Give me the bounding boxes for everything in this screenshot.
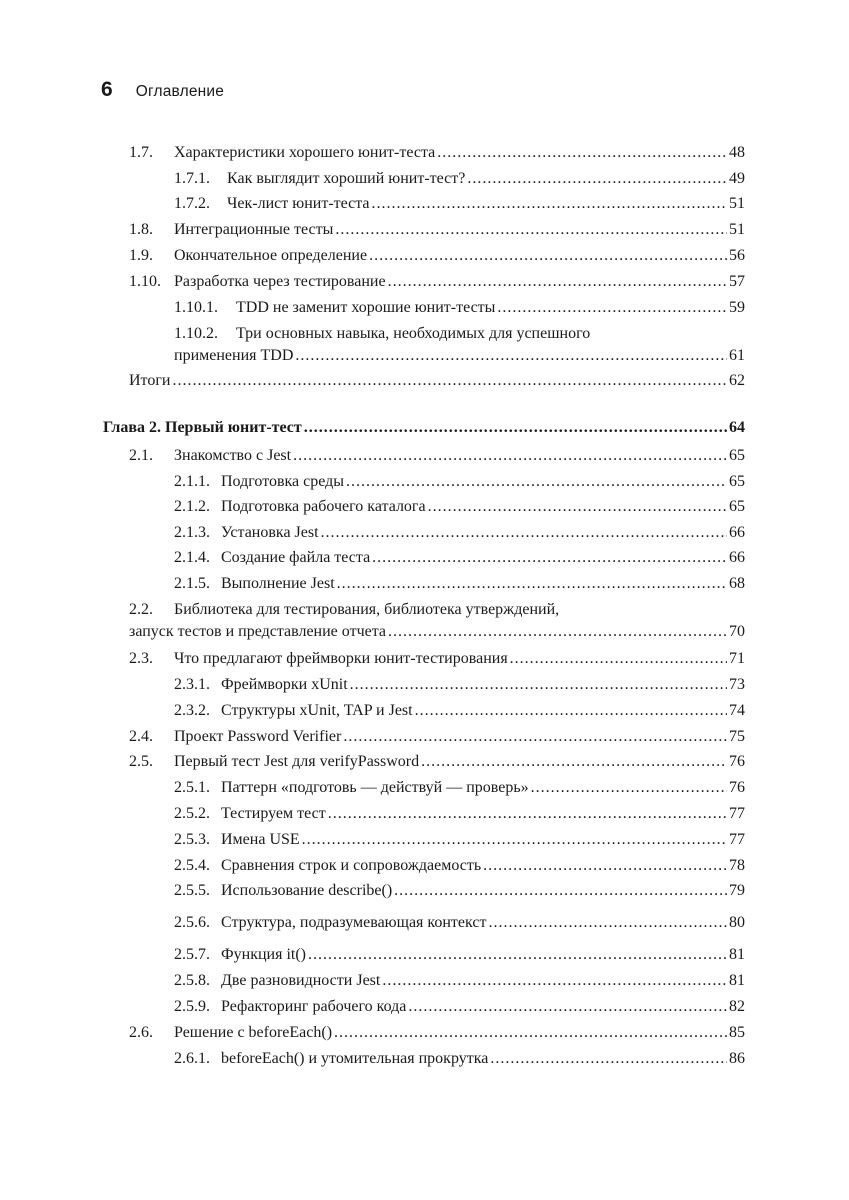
toc-entry-title: Рефакторинг рабочего кода xyxy=(221,998,407,1015)
toc-entry-title: Структуры xUnit, TAP и Jest xyxy=(221,702,413,719)
toc-leader-line xyxy=(174,246,745,266)
toc-entry-number: 1.10.2. xyxy=(174,325,218,342)
toc-entry-number: 2.3.2. xyxy=(174,702,210,719)
toc-leader-line xyxy=(221,548,745,568)
toc-entry-page: 66 xyxy=(729,549,745,566)
toc-entry-title: TDD не заменит хорошие юнит-тесты xyxy=(236,299,496,316)
toc-entry-page: 49 xyxy=(729,170,745,187)
toc-entry-page: 75 xyxy=(729,728,745,745)
toc-entry-page: 56 xyxy=(729,247,745,264)
leader-dots xyxy=(172,371,727,391)
toc-entry-number: 2.5.2. xyxy=(174,805,210,822)
leader-dots xyxy=(489,913,728,933)
leader-dots xyxy=(510,649,727,669)
toc-entry-title-line2: применения TDD xyxy=(174,347,294,364)
toc-entry-page: 79 xyxy=(729,882,745,899)
toc-leader-line xyxy=(174,752,745,772)
toc-entry-title: Характеристики хорошего юнит-теста xyxy=(174,144,436,161)
toc-entry[interactable] xyxy=(0,324,849,368)
leader-dots xyxy=(302,830,727,850)
toc-entry-title: Подготовка среды xyxy=(221,473,345,490)
leader-dots xyxy=(328,804,727,824)
toc-entry-number: 2.5.7. xyxy=(174,946,210,963)
toc-leader-line xyxy=(221,497,745,517)
toc-entry-page: 61 xyxy=(729,347,745,364)
toc-entry-page: 82 xyxy=(729,998,745,1015)
toc-entry-number: 2.5.4. xyxy=(174,857,210,874)
toc-entry-title: Проект Password Verifier xyxy=(174,728,342,745)
toc-leader-line xyxy=(129,622,745,642)
leader-dots xyxy=(428,497,727,517)
toc-leader-line xyxy=(174,1023,745,1043)
toc-entry-page: 73 xyxy=(729,676,745,693)
toc-entry-page: 64 xyxy=(729,419,745,436)
toc-entry-page: 76 xyxy=(729,753,745,770)
toc-entry-title: Использование describe() xyxy=(221,882,393,899)
toc-leader-line xyxy=(103,418,745,438)
toc-entry-title: Чек-лист юнит-теста xyxy=(227,195,370,212)
toc-leader-line xyxy=(174,220,745,240)
toc-entry-number: 1.8. xyxy=(129,221,153,238)
leader-dots xyxy=(337,574,727,594)
toc-entry-page: 66 xyxy=(729,524,745,541)
leader-dots xyxy=(490,1049,727,1069)
toc-entry-title: Функция it() xyxy=(221,946,307,963)
leader-dots xyxy=(388,272,727,292)
toc-entry-number: 2.2. xyxy=(129,601,153,618)
toc-entry-title: Как выглядит хороший юнит-тест? xyxy=(227,170,466,187)
leader-dots xyxy=(372,548,727,568)
toc-entry-page: 65 xyxy=(729,473,745,490)
toc-entry-number: 2.3. xyxy=(129,650,153,667)
toc-entry-title: Выполнение Jest xyxy=(221,575,335,592)
leader-dots xyxy=(321,523,727,543)
toc-entry-number: 2.5.9. xyxy=(174,998,210,1015)
toc-entry-page: 78 xyxy=(729,857,745,874)
leader-dots xyxy=(295,346,727,366)
toc-entry-title: Структура, подразумевающая контекст xyxy=(221,914,487,931)
toc-leader-line xyxy=(221,574,745,594)
toc-entry-number: 2.5.8. xyxy=(174,972,210,989)
toc-entry-number: 2.5.6. xyxy=(174,914,210,931)
toc-entry-title: Первый тест Jest для verifyPassword xyxy=(174,753,420,770)
leader-dots xyxy=(382,971,727,991)
toc-entry-number: 1.9. xyxy=(129,247,153,264)
leader-dots xyxy=(467,169,727,189)
toc-entry-number: 2.5.3. xyxy=(174,831,210,848)
toc-entry-number: 2.1.4. xyxy=(174,549,210,566)
toc-leader-line xyxy=(236,298,745,318)
toc-entry-title: Паттерн «подготовь — действуй — проверь» xyxy=(221,779,529,796)
toc-entry[interactable] xyxy=(0,600,849,644)
toc-leader-line xyxy=(129,371,745,391)
toc-entry-title-line1: Библиотека для тестирования, библиотека утверждений, xyxy=(174,601,560,618)
toc-leader-line xyxy=(174,272,745,292)
leader-dots xyxy=(308,945,727,965)
toc-entry-number: 1.7.1. xyxy=(174,170,210,187)
toc-entry-page: 74 xyxy=(729,702,745,719)
toc-entry-page: 48 xyxy=(729,144,745,161)
toc-entry-page: 59 xyxy=(729,299,745,316)
toc-entry-number: 1.10. xyxy=(129,273,161,290)
toc-leader-line xyxy=(221,1049,745,1069)
leader-dots xyxy=(394,881,727,901)
toc-entry-number: 2.1.2. xyxy=(174,498,210,515)
toc-leader-line xyxy=(221,701,745,721)
toc-entry-page: 77 xyxy=(729,831,745,848)
leader-dots xyxy=(350,675,727,695)
toc-leader-line xyxy=(174,446,745,466)
toc-leader-line xyxy=(221,830,745,850)
toc-entry-number: 2.6. xyxy=(129,1024,153,1041)
toc-entry-title: Разработка через тестирование xyxy=(174,273,386,290)
toc-leader-line xyxy=(221,804,745,824)
toc-entry-page: 80 xyxy=(729,914,745,931)
toc-entry-title: Знакомство с Jest xyxy=(174,447,292,464)
toc-entry-title: Решение с beforeEach() xyxy=(174,1024,333,1041)
toc-leader-line xyxy=(227,194,745,214)
toc-entry-number: 2.5. xyxy=(129,753,153,770)
toc-entry-page: 71 xyxy=(729,650,745,667)
leader-dots xyxy=(497,298,727,318)
toc-leader-line xyxy=(221,913,745,933)
toc-entry-title: Сравнения строк и сопровождаемость xyxy=(221,857,482,874)
toc-entry-number: 2.1.5. xyxy=(174,575,210,592)
toc-entry-title: Установка Jest xyxy=(221,524,319,541)
toc-entry-number: 2.1.3. xyxy=(174,524,210,541)
toc-leader-line xyxy=(221,997,745,1017)
leader-dots xyxy=(415,701,727,721)
toc-leader-line xyxy=(221,472,745,492)
toc-entry-page: 65 xyxy=(729,498,745,515)
toc-entry-number: 1.10.1. xyxy=(174,299,218,316)
leader-dots xyxy=(334,1023,727,1043)
toc-entry-number: 2.5.1. xyxy=(174,779,210,796)
toc-leader-line xyxy=(174,346,745,366)
toc-entry-page: 51 xyxy=(729,195,745,212)
toc-leader-line xyxy=(227,169,745,189)
toc-entry-title: Что предлагают фреймворки юнит-тестирования xyxy=(174,650,508,667)
leader-dots xyxy=(437,143,727,163)
leader-dots xyxy=(408,997,727,1017)
toc-entry-title: Интеграционные тесты xyxy=(174,221,334,238)
toc-entry-title: Окончательное определение xyxy=(174,247,368,264)
toc-entry-page: 62 xyxy=(729,372,745,389)
toc-leader-line xyxy=(174,143,745,163)
toc-entry-title: Подготовка рабочего каталога xyxy=(221,498,426,515)
toc-leader-line xyxy=(221,945,745,965)
toc-entry-page: 81 xyxy=(729,946,745,963)
toc-entry-number: 1.7.2. xyxy=(174,195,210,212)
toc-leader-line xyxy=(221,675,745,695)
leader-dots xyxy=(531,778,727,798)
toc-entry-number: 2.1. xyxy=(129,447,153,464)
toc-entry-page: 70 xyxy=(729,623,745,640)
toc-entry-title-line2: запуск тестов и представление отчета xyxy=(129,623,386,640)
toc-leader-line xyxy=(221,523,745,543)
leader-dots xyxy=(304,418,727,438)
toc-entry-title: Тестируем тест xyxy=(221,805,326,822)
toc-leader-line xyxy=(221,971,745,991)
toc-leader-line xyxy=(221,778,745,798)
toc-entry-page: 51 xyxy=(729,221,745,238)
toc-entry-title-line1: Три основных навыка, необходимых для успешного xyxy=(236,325,591,342)
toc-entry-number: 1.7. xyxy=(129,144,153,161)
toc-entry-page: 77 xyxy=(729,805,745,822)
toc-entry-number: 2.4. xyxy=(129,728,153,745)
toc-leader-line xyxy=(174,649,745,669)
toc-entry-number: 2.5.5. xyxy=(174,882,210,899)
toc-entry-title: Фреймворки xUnit xyxy=(221,676,348,693)
toc-leader-line xyxy=(221,881,745,901)
leader-dots xyxy=(293,446,727,466)
running-title: Оглавление xyxy=(135,83,225,100)
leader-dots xyxy=(335,220,727,240)
toc-entry-page: 76 xyxy=(729,779,745,796)
toc-leader-line xyxy=(174,727,745,747)
leader-dots xyxy=(343,727,727,747)
toc-entry-title: Две разновидности Jest xyxy=(221,972,381,989)
toc-entry-title: Создание файла теста xyxy=(221,549,371,566)
toc-entry-number: 2.6.1. xyxy=(174,1050,210,1067)
leader-dots xyxy=(369,246,727,266)
toc-entry-page: 68 xyxy=(729,575,745,592)
toc-entry-title: Имена USE xyxy=(221,831,300,848)
leader-dots xyxy=(346,472,727,492)
toc-entry-number: 2.3.1. xyxy=(174,676,210,693)
toc-chapter-title: Глава 2. Первый юнит-тест xyxy=(103,419,302,436)
toc-entry-number: 2.1.1. xyxy=(174,473,210,490)
leader-dots xyxy=(483,856,727,876)
leader-dots xyxy=(372,194,727,214)
toc-leader-line xyxy=(221,856,745,876)
page-number: 6 xyxy=(101,78,113,101)
toc-entry-title: beforeEach() и утомительная прокрутка xyxy=(221,1050,489,1067)
toc-entry-page: 65 xyxy=(729,447,745,464)
toc-entry-page: 81 xyxy=(729,972,745,989)
toc-entry-page: 57 xyxy=(729,273,745,290)
toc-entry-page: 86 xyxy=(729,1050,745,1067)
toc-entry-page: 85 xyxy=(729,1024,745,1041)
leader-dots xyxy=(388,622,727,642)
toc-entry-title: Итоги xyxy=(129,372,171,389)
leader-dots xyxy=(421,752,727,772)
